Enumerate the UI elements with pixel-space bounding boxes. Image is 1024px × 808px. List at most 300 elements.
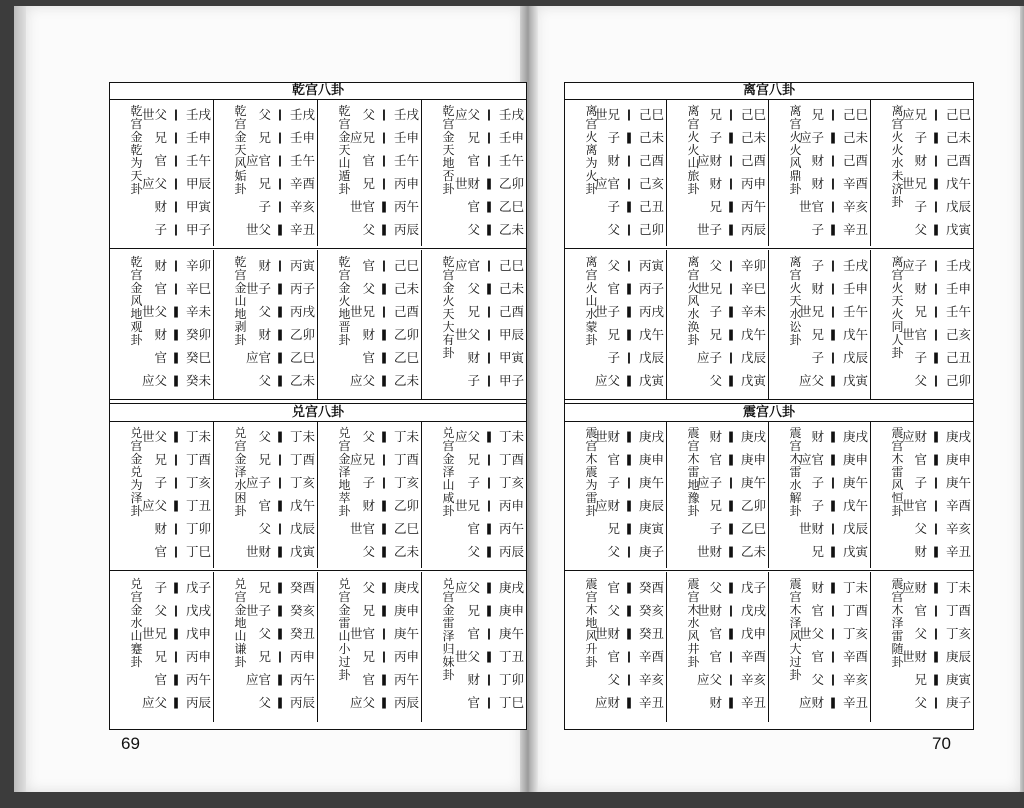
yao-relation: 财 [607, 153, 620, 168]
yao-ganzhi: 丁亥 [945, 626, 971, 641]
yao-line [592, 693, 664, 713]
yao-symbol: ❙ [828, 282, 838, 295]
yao-relation: 父 [362, 107, 375, 122]
hexagram-name-char: 泽 [130, 491, 143, 505]
yao-relation: 世官 [901, 498, 927, 513]
yao-ganzhi: 辛酉 [289, 176, 315, 191]
yao-symbol: ❚ [828, 430, 838, 443]
yao-ganzhi: 癸丑 [289, 626, 315, 641]
right-hexagram-table [564, 82, 974, 730]
yao-ganzhi: 壬戌 [393, 107, 419, 122]
yao-symbol: ❙ [726, 351, 736, 364]
hexagram-cell [565, 99, 667, 246]
yao-line [243, 496, 315, 516]
yao-symbol: ❙ [726, 259, 736, 272]
hexagram-name-char: 恒 [891, 491, 904, 505]
hexagram-cell [422, 99, 526, 246]
yao-relation: 官 [607, 649, 620, 664]
yao-relation: 兄 [709, 327, 722, 342]
hexagram-cell [871, 421, 973, 568]
yao-line [347, 519, 419, 539]
yao-symbol: ❙ [171, 200, 181, 213]
hexagram-name-char: 火 [585, 281, 598, 295]
yao-symbol: ❙ [726, 282, 736, 295]
yao-symbol: ❚ [828, 696, 838, 709]
hexagram-name-char: 观 [130, 320, 143, 334]
yao-ganzhi: 丁未 [185, 429, 211, 444]
yao-symbol: ❚ [624, 696, 634, 709]
yao-relation: 财 [811, 580, 824, 595]
yao-ganzhi: 庚午 [740, 475, 766, 490]
yao-relation: 官 [154, 350, 167, 365]
yao-relation: 世财 [696, 603, 722, 618]
yao-symbol: ❚ [484, 581, 494, 594]
hexagram-name-char: 雷 [891, 629, 904, 643]
yao-relation: 应子 [901, 258, 927, 273]
yao-ganzhi: 丙子 [638, 281, 664, 296]
yao-relation: 财 [709, 176, 722, 191]
yao-relation: 应父 [454, 107, 480, 122]
yao-relation: 官 [258, 498, 271, 513]
hexagram-name-char: 泽 [234, 465, 247, 479]
hexagram-name-char: 金 [338, 281, 351, 295]
yao-line [694, 519, 766, 539]
yao-ganzhi: 辛酉 [842, 649, 868, 664]
hexagram-name-char: 风 [687, 629, 700, 643]
yao-ganzhi: 丁丑 [498, 649, 524, 664]
yao-relation: 兄 [811, 107, 824, 122]
yao-line [243, 371, 315, 391]
yao-line [347, 325, 419, 345]
yao-relation: 世父 [141, 429, 167, 444]
yao-relation: 应父 [141, 373, 167, 388]
yao-symbol: ❙ [275, 650, 285, 663]
yao-symbol: ❙ [379, 259, 389, 272]
yao-symbol: ❙ [484, 627, 494, 640]
yao-relation: 官 [914, 603, 927, 618]
yao-relation: 子 [914, 199, 927, 214]
yao-relation: 兄 [258, 452, 271, 467]
yao-symbol: ❙ [484, 499, 494, 512]
hexagram-name-char: 豫 [687, 491, 700, 505]
yao-line [243, 302, 315, 322]
yao-symbol: ❚ [624, 453, 634, 466]
yao-line [243, 601, 315, 621]
yao-relation: 官 [154, 153, 167, 168]
yao-relation: 世父 [141, 304, 167, 319]
yao-line [347, 128, 419, 148]
yao-symbol: ❚ [484, 604, 494, 617]
yao-relation: 父 [258, 373, 271, 388]
yao-ganzhi: 壬戌 [289, 107, 315, 122]
hexagram-name-char: 宫 [234, 439, 247, 453]
yao-symbol: ❙ [379, 650, 389, 663]
yao-relation: 父 [607, 603, 620, 618]
hexagram-name-char: 风 [891, 478, 904, 492]
yao-ganzhi: 己巳 [638, 107, 664, 122]
yao-relation: 兄 [914, 304, 927, 319]
yao-ganzhi: 己未 [842, 130, 868, 145]
yao-symbol: ❙ [931, 499, 941, 512]
yao-ganzhi: 丁巳 [185, 544, 211, 559]
hexagram-name-char: 金 [234, 281, 247, 295]
yao-line [139, 450, 211, 470]
yao-symbol: ❙ [624, 259, 634, 272]
hexagram-name-char: 归 [442, 642, 455, 656]
hexagram-name-char: 卦 [891, 504, 904, 518]
yao-line [139, 473, 211, 493]
yao-ganzhi: 丁未 [289, 429, 315, 444]
hexagram-name-char: 大 [789, 642, 802, 656]
hexagram-name-char: 卦 [789, 333, 802, 347]
yao-line [347, 105, 419, 125]
hexagram-name-char: 金 [130, 281, 143, 295]
hexagram-cell [769, 99, 871, 246]
hexagram-name-char: 泽 [789, 616, 802, 630]
yao-symbol: ❚ [931, 650, 941, 663]
yao-relation: 财 [467, 350, 480, 365]
yao-symbol: ❚ [624, 627, 634, 640]
yao-relation: 父 [258, 107, 271, 122]
hexagram-name-char: 金 [338, 603, 351, 617]
hexagram-name-char: 木 [891, 603, 904, 617]
yao-symbol: ❚ [379, 581, 389, 594]
yao-relation: 父 [258, 429, 271, 444]
yao-line [796, 496, 868, 516]
yao-relation: 应财 [901, 429, 927, 444]
hexagram-name-char: 解 [789, 491, 802, 505]
yao-relation: 官 [362, 672, 375, 687]
hexagram-name-char: 卦 [234, 182, 247, 196]
yao-line [243, 670, 315, 690]
yao-symbol: ❚ [624, 282, 634, 295]
hexagram-name-char: 兑 [234, 577, 247, 591]
yao-relation: 世财 [594, 626, 620, 641]
yao-ganzhi: 甲子 [185, 222, 211, 237]
yao-ganzhi: 辛未 [185, 304, 211, 319]
hexagram-name-char: 鼎 [789, 169, 802, 183]
hexagram-name-char: 天 [234, 143, 247, 157]
yao-relation: 兄 [467, 603, 480, 618]
hexagram-name-char: 为 [130, 478, 143, 492]
yao-relation: 财 [258, 258, 271, 273]
yao-relation: 官 [154, 544, 167, 559]
hexagram-name-char: 乾 [130, 255, 143, 269]
hexagram-name-char: 大 [442, 320, 455, 334]
yao-ganzhi: 丁巳 [498, 695, 524, 710]
yao-relation: 世父 [245, 222, 271, 237]
hexagram-name-char: 水 [130, 616, 143, 630]
yao-ganzhi: 戊寅 [740, 373, 766, 388]
yao-relation: 财 [811, 176, 824, 191]
hexagram-name-char: 困 [234, 491, 247, 505]
hexagram-name-char: 兑 [234, 426, 247, 440]
yao-line [899, 624, 971, 644]
yao-symbol: ❙ [484, 453, 494, 466]
yao-relation: 官 [811, 603, 824, 618]
yao-ganzhi: 甲寅 [498, 350, 524, 365]
yao-line [139, 348, 211, 368]
yao-line [243, 578, 315, 598]
yao-ganzhi: 辛未 [740, 304, 766, 319]
yao-line [592, 542, 664, 562]
yao-relation: 父 [258, 695, 271, 710]
yao-relation: 子 [607, 475, 620, 490]
hexagram-name-char: 震 [789, 426, 802, 440]
hexagram-name-char: 天 [789, 294, 802, 308]
yao-ganzhi: 戊寅 [638, 373, 664, 388]
hexagram-name-char: 卦 [585, 182, 598, 196]
yao-symbol: ❚ [624, 581, 634, 594]
hexagram-name-char: 震 [687, 426, 700, 440]
page-number-right: 70 [932, 734, 951, 753]
hexagram-name-char: 天 [442, 143, 455, 157]
hexagram-name-char: 兑 [338, 426, 351, 440]
yao-ganzhi: 戊申 [740, 626, 766, 641]
yao-line [243, 174, 315, 194]
yao-ganzhi: 丙戌 [638, 304, 664, 319]
yao-relation: 世子 [245, 281, 271, 296]
yao-symbol: ❚ [726, 328, 736, 341]
yao-relation: 应子 [245, 475, 271, 490]
yao-symbol: ❚ [624, 305, 634, 318]
yao-line [347, 670, 419, 690]
yao-relation: 世官 [349, 626, 375, 641]
hexagram-cell [110, 421, 214, 568]
yao-relation: 世财 [454, 176, 480, 191]
yao-symbol: ❙ [931, 154, 941, 167]
yao-ganzhi: 庚申 [945, 452, 971, 467]
yao-line [899, 693, 971, 713]
yao-ganzhi: 乙未 [289, 373, 315, 388]
yao-line [694, 197, 766, 217]
yao-line [452, 279, 524, 299]
yao-line [796, 578, 868, 598]
yao-relation: 父 [362, 580, 375, 595]
yao-relation: 兄 [607, 521, 620, 536]
yao-ganzhi: 己亥 [638, 176, 664, 191]
yao-relation: 父 [362, 222, 375, 237]
yao-relation: 官 [709, 649, 722, 664]
yao-ganzhi: 戊子 [185, 580, 211, 595]
yao-relation: 应父 [349, 695, 375, 710]
yao-symbol: ❚ [275, 673, 285, 686]
yao-ganzhi: 丙申 [740, 176, 766, 191]
yao-symbol: ❚ [171, 673, 181, 686]
yao-relation: 子 [811, 222, 824, 237]
yao-ganzhi: 戊辰 [945, 199, 971, 214]
yao-ganzhi: 辛巳 [185, 281, 211, 296]
yao-line [452, 256, 524, 276]
yao-ganzhi: 丁酉 [498, 452, 524, 467]
hexagram-name-char: 水 [234, 478, 247, 492]
hexagram-name-char: 木 [687, 603, 700, 617]
hexagram-name-char: 卦 [687, 182, 700, 196]
yao-ganzhi: 壬午 [393, 153, 419, 168]
yao-relation: 世子 [594, 304, 620, 319]
yao-relation: 父 [914, 695, 927, 710]
yao-ganzhi: 庚寅 [638, 521, 664, 536]
yao-line [796, 693, 868, 713]
yao-symbol: ❙ [726, 154, 736, 167]
yao-line [347, 624, 419, 644]
yao-symbol: ❚ [379, 673, 389, 686]
yao-symbol: ❙ [624, 154, 634, 167]
yao-symbol: ❙ [171, 650, 181, 663]
yao-relation: 应子 [696, 350, 722, 365]
yao-relation: 官 [914, 452, 927, 467]
yao-ganzhi: 戊辰 [638, 350, 664, 365]
hexagram-name-char: 离 [789, 255, 802, 269]
yao-ganzhi: 戊申 [185, 626, 211, 641]
hexagram-name-char: 泽 [442, 465, 455, 479]
yao-line [452, 496, 524, 516]
yao-line [796, 519, 868, 539]
yao-line [243, 256, 315, 276]
yao-symbol: ❙ [931, 282, 941, 295]
yao-ganzhi: 丙午 [498, 521, 524, 536]
hexagram-name-char: 宫 [442, 590, 455, 604]
yao-relation: 世兄 [594, 107, 620, 122]
yao-symbol: ❙ [171, 259, 181, 272]
hexagram-name-char: 卦 [891, 195, 904, 209]
yao-ganzhi: 甲辰 [185, 176, 211, 191]
yao-line [452, 473, 524, 493]
yao-relation: 子 [258, 199, 271, 214]
hexagram-name-char: 宫 [130, 590, 143, 604]
yao-relation: 应财 [594, 695, 620, 710]
yao-line [796, 542, 868, 562]
yao-line [452, 197, 524, 217]
hexagram-name-char: 金 [338, 130, 351, 144]
yao-relation: 官 [467, 695, 480, 710]
yao-line [796, 325, 868, 345]
yao-symbol: ❙ [828, 154, 838, 167]
yao-relation: 世兄 [901, 176, 927, 191]
yao-ganzhi: 辛酉 [638, 649, 664, 664]
yao-relation: 应父 [141, 498, 167, 513]
yao-ganzhi: 庚午 [842, 475, 868, 490]
yao-symbol: ❙ [484, 259, 494, 272]
hexagram-name-char: 讼 [789, 320, 802, 334]
yao-relation: 官 [467, 626, 480, 641]
hexagram-name-char: 震 [891, 577, 904, 591]
yao-ganzhi: 己丑 [945, 350, 971, 365]
yao-line [452, 542, 524, 562]
yao-ganzhi: 壬午 [842, 304, 868, 319]
hexagram-name-char: 水 [687, 616, 700, 630]
yao-symbol: ❙ [828, 476, 838, 489]
yao-line [347, 371, 419, 391]
yao-line [139, 670, 211, 690]
hexagram-name-char: 天 [891, 294, 904, 308]
yao-relation: 子 [811, 350, 824, 365]
hexagram-name-char: 宫 [234, 268, 247, 282]
yao-line [796, 279, 868, 299]
yao-symbol: ❙ [931, 604, 941, 617]
yao-line [694, 151, 766, 171]
yao-symbol: ❙ [171, 522, 181, 535]
yao-relation: 父 [811, 672, 824, 687]
yao-ganzhi: 丙辰 [289, 695, 315, 710]
yao-symbol: ❙ [828, 305, 838, 318]
yao-ganzhi: 壬申 [185, 130, 211, 145]
yao-symbol: ❚ [828, 131, 838, 144]
yao-symbol: ❙ [828, 108, 838, 121]
yao-line [694, 427, 766, 447]
yao-ganzhi: 己酉 [393, 304, 419, 319]
hexagram-cell [667, 99, 769, 246]
yao-line [899, 519, 971, 539]
yao-ganzhi: 己亥 [945, 327, 971, 342]
yao-symbol: ❚ [275, 627, 285, 640]
yao-symbol: ❙ [379, 476, 389, 489]
hexagram-name-char: 金 [442, 452, 455, 466]
yao-symbol: ❚ [624, 499, 634, 512]
yao-relation: 子 [607, 130, 620, 145]
yao-ganzhi: 戊午 [638, 327, 664, 342]
yao-symbol: ❚ [379, 604, 389, 617]
yao-relation: 应父 [454, 580, 480, 595]
yao-relation: 财 [811, 153, 824, 168]
row-divider [565, 248, 973, 249]
yao-ganzhi: 戊辰 [740, 350, 766, 365]
yao-line [592, 519, 664, 539]
yao-relation: 应官 [798, 452, 824, 467]
yao-symbol: ❙ [484, 131, 494, 144]
yao-line [694, 670, 766, 690]
yao-relation: 父 [607, 258, 620, 273]
yao-line [796, 302, 868, 322]
yao-line [694, 220, 766, 240]
yao-symbol: ❚ [379, 374, 389, 387]
yao-relation: 官 [607, 452, 620, 467]
yao-ganzhi: 壬申 [842, 281, 868, 296]
yao-ganzhi: 丁亥 [498, 475, 524, 490]
hexagram-name-char: 地 [234, 616, 247, 630]
hexagram-name-char: 金 [234, 603, 247, 617]
yao-line [796, 601, 868, 621]
yao-ganzhi: 己未 [393, 281, 419, 296]
yao-ganzhi: 丁酉 [289, 452, 315, 467]
yao-line [452, 371, 524, 391]
yao-symbol: ❚ [275, 328, 285, 341]
yao-symbol: ❚ [726, 305, 736, 318]
yao-symbol: ❚ [275, 374, 285, 387]
yao-relation: 应财 [594, 498, 620, 513]
yao-symbol: ❙ [931, 374, 941, 387]
hexagram-name-char: 同 [891, 320, 904, 334]
yao-symbol: ❙ [726, 177, 736, 190]
yao-line [796, 105, 868, 125]
hexagram-name-char: 乾 [442, 255, 455, 269]
yao-line [139, 197, 211, 217]
hexagram-name-char: 宫 [687, 117, 700, 131]
hexagram-name-char: 宫 [585, 590, 598, 604]
yao-ganzhi: 己未 [740, 130, 766, 145]
yao-relation: 兄 [362, 603, 375, 618]
yao-ganzhi: 戊午 [842, 327, 868, 342]
yao-ganzhi: 庚戌 [393, 580, 419, 595]
hexagram-name-char: 火 [891, 281, 904, 295]
hexagram-name-char: 离 [891, 255, 904, 269]
yao-ganzhi: 己酉 [638, 153, 664, 168]
yao-relation: 兄 [709, 107, 722, 122]
yao-ganzhi: 丁亥 [185, 475, 211, 490]
yao-ganzhi: 己未 [945, 130, 971, 145]
yao-symbol: ❙ [275, 259, 285, 272]
yao-relation: 子 [154, 475, 167, 490]
